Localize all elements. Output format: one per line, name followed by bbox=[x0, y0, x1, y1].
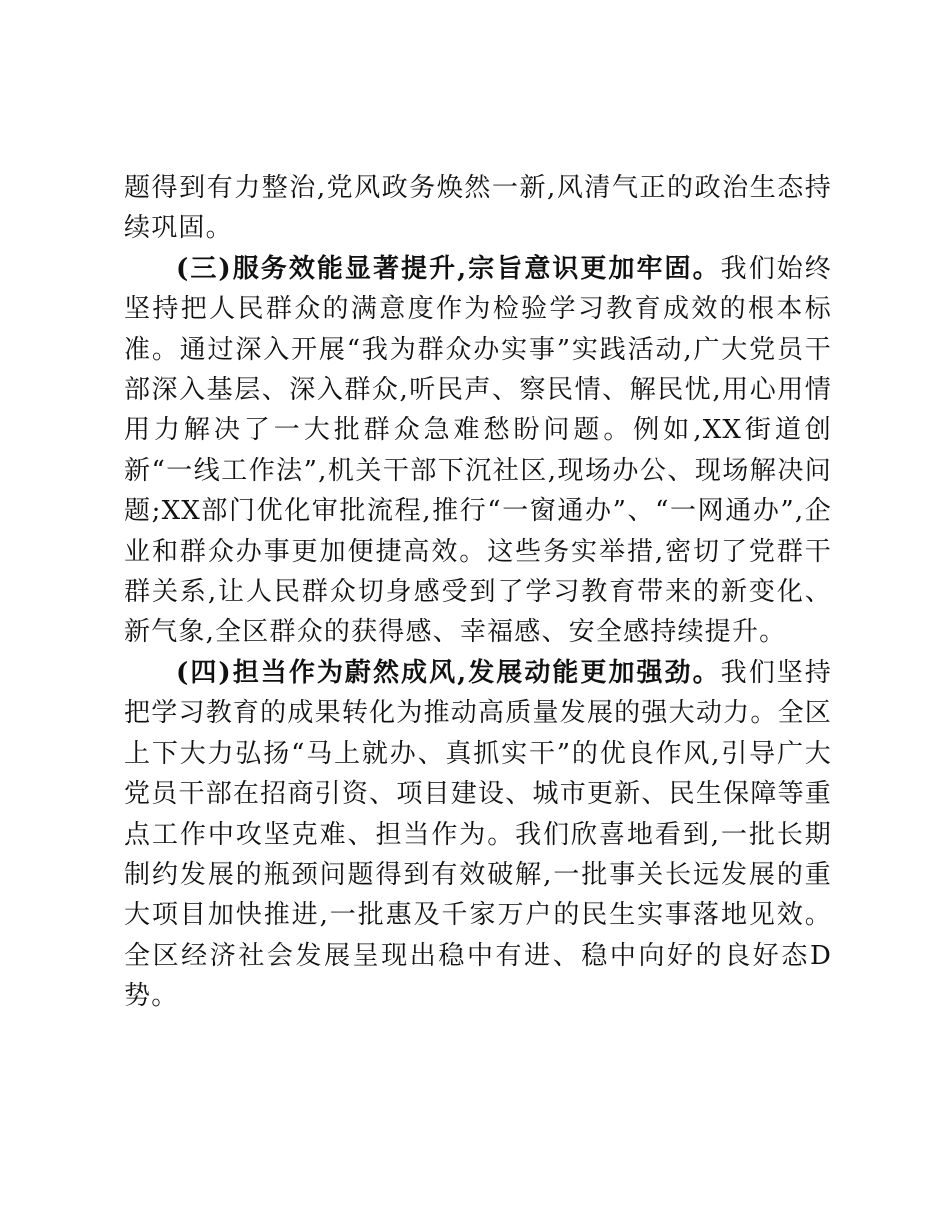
section-paragraph-4 bbox=[124, 653, 832, 1017]
continuation-text: 题得到有力整治,党风政务焕然一新,风清气正的政治生态持续巩固。 bbox=[124, 173, 832, 244]
section-body-4: 我们坚持把学习教育的成果转化为推动高质量发展的强大动力。全区上下大力弘扬“马上就办、真抓实干”的优良作风,引导广大党员干部在招商引资、项目建设、城市更新、民生保障等重点工作中攻坚克难、担当作为。我们欣喜地看到,一批长期制约发展的瓶颈问题得到有效破解,一批事关长远发展的重大项目加快推进,一批惠及千家万户的民生实事落地见效。全区经济社会发展呈现出稳中有进、稳中向好的良好态D势。 bbox=[124, 657, 832, 1012]
section-paragraph-3 bbox=[124, 249, 832, 653]
section-heading-4: (四)担当作为蔚然成风,发展动能更加强劲。 bbox=[176, 657, 721, 688]
section-body-3: 我们始终坚持把人民群众的满意度作为检验学习教育成效的根本标准。通过深入开展“我为群众办实事”实践活动,广大党员干部深入基层、深入群众,听民声、察民情、解民忧,用心用情用力解决了一大批群众急难愁盼问题。例如,XX街道创新“一线工作法”,机关干部下沉社区,现场办公、现场解决问题;XX部门优化审批流程,推行“一窗通办”、“一网通办”,企业和群众办事更加便捷高效。这些务实举措,密切了党群干群关系,让人民群众切身感受到了学习教育带来的新变化、新气象,全区群众的获得感、幸福感、安全感持续提升。 bbox=[124, 253, 832, 648]
document-page bbox=[124, 168, 832, 1017]
continuation-paragraph bbox=[124, 168, 832, 249]
section-heading-3: (三)服务效能显著提升,宗旨意识更加牢固。 bbox=[176, 253, 721, 284]
